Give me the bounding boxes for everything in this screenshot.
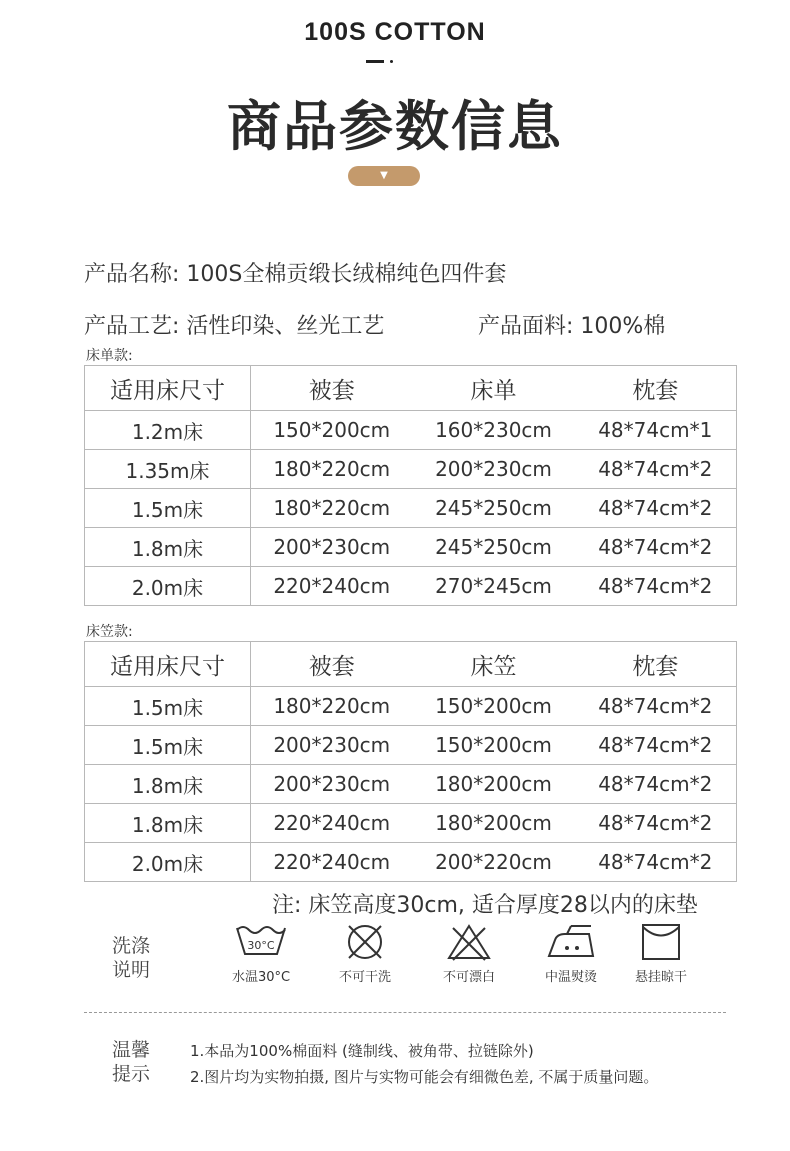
cell-duvet: 180*220cm: [251, 687, 413, 726]
table-row: [85, 843, 737, 882]
tip-item: 1.本品为100%棉面料 (缝制线、被角带、拉链除外): [190, 1042, 534, 1060]
cell-fitted-sheet: 150*200cm: [413, 687, 575, 726]
cell-bed-size: 1.35m床: [85, 450, 251, 489]
cell-sheet: 200*230cm: [413, 450, 575, 489]
arrow-down-pill-icon: ▼: [348, 166, 420, 186]
product-fabric: 产品面料: 100%棉: [478, 314, 666, 339]
cell-bed-size: 1.2m床: [85, 411, 251, 450]
cell-fitted-sheet: 150*200cm: [413, 726, 575, 765]
cell-duvet: 220*240cm: [251, 843, 413, 882]
care-item-no-dry-clean: [320, 922, 410, 985]
cell-pillowcase: 48*74cm*2: [575, 450, 737, 489]
cell-sheet: 270*245cm: [413, 567, 575, 606]
care-label-wash: 水温30°C: [231, 970, 291, 985]
cell-bed-size: 1.8m床: [85, 528, 251, 567]
cell-pillowcase: 48*74cm*2: [575, 804, 737, 843]
cell-fitted-sheet: 180*200cm: [413, 804, 575, 843]
header-sheet: 床单: [413, 366, 575, 411]
cell-bed-size: 1.5m床: [85, 726, 251, 765]
table-row: [85, 567, 737, 606]
header-fitted-sheet: 床笠: [413, 642, 575, 687]
title-dot: [390, 60, 393, 63]
table-header-row: [85, 642, 737, 687]
care-item-iron: [526, 922, 616, 985]
cell-pillowcase: 48*74cm*2: [575, 726, 737, 765]
cell-pillowcase: 48*74cm*2: [575, 687, 737, 726]
table-header-row: [85, 366, 737, 411]
table1-caption: 床单款:: [86, 348, 133, 364]
table-row: [85, 687, 737, 726]
cell-bed-size: 1.8m床: [85, 804, 251, 843]
tip-item: 2.图片均为实物拍摄, 图片与实物可能会有细微色差, 不属于质量问题。: [190, 1068, 659, 1086]
hang-dry-icon: [639, 922, 683, 962]
header-bed-size: 适用床尺寸: [85, 642, 251, 687]
page-title: 商品参数信息: [227, 95, 563, 158]
fitted-sheet-note: 注: 床笠高度30cm, 适合厚度28以内的床垫: [272, 893, 698, 918]
cell-duvet: 200*230cm: [251, 726, 413, 765]
care-item-hang-dry: [616, 922, 706, 985]
table-row: [85, 528, 737, 567]
table-row: [85, 726, 737, 765]
cell-fitted-sheet: 180*200cm: [413, 765, 575, 804]
header-duvet: 被套: [251, 642, 413, 687]
cell-duvet: 200*230cm: [251, 528, 413, 567]
cell-pillowcase: 48*74cm*2: [575, 567, 737, 606]
sheet-size-table: [84, 365, 737, 606]
table-row: [85, 765, 737, 804]
cell-duvet: 220*240cm: [251, 567, 413, 606]
header-duvet: 被套: [251, 366, 413, 411]
cell-sheet: 245*250cm: [413, 528, 575, 567]
cell-pillowcase: 48*74cm*2: [575, 489, 737, 528]
cell-bed-size: 2.0m床: [85, 843, 251, 882]
table-row: [85, 450, 737, 489]
care-label-iron: 中温熨烫: [544, 970, 597, 985]
care-item-wash: [216, 922, 306, 985]
care-instructions-label: 洗涤说明: [112, 935, 151, 981]
product-name: 产品名称: 100S全棉贡缎长绒棉纯色四件套: [84, 262, 507, 287]
cell-fitted-sheet: 200*220cm: [413, 843, 575, 882]
cell-pillowcase: 48*74cm*1: [575, 411, 737, 450]
care-label-no-bleach: 不可漂白: [442, 970, 495, 985]
product-craft: 产品工艺: 活性印染、丝光工艺: [84, 314, 385, 339]
no-bleach-icon: [445, 922, 493, 962]
cell-duvet: 150*200cm: [251, 411, 413, 450]
table2-caption: 床笠款:: [86, 624, 133, 640]
care-label-no-dry-clean: 不可干洗: [338, 970, 391, 985]
cell-sheet: 245*250cm: [413, 489, 575, 528]
section-divider: [84, 1012, 726, 1013]
cell-sheet: 160*230cm: [413, 411, 575, 450]
tips-label: 温馨提示: [112, 1039, 151, 1085]
cell-duvet: 200*230cm: [251, 765, 413, 804]
header-bed-size: 适用床尺寸: [85, 366, 251, 411]
header-pillowcase: 枕套: [575, 366, 737, 411]
table-row: [85, 804, 737, 843]
wash-temp-text: 30°C: [247, 939, 275, 952]
cell-duvet: 180*220cm: [251, 450, 413, 489]
cell-bed-size: 1.5m床: [85, 489, 251, 528]
cell-pillowcase: 48*74cm*2: [575, 528, 737, 567]
title-dash: [366, 60, 384, 63]
table-row: [85, 411, 737, 450]
cell-bed-size: 2.0m床: [85, 567, 251, 606]
table-row: [85, 489, 737, 528]
cell-pillowcase: 48*74cm*2: [575, 843, 737, 882]
fitted-sheet-size-table: [84, 641, 737, 882]
care-label-hang-dry: 悬挂晾干: [634, 970, 687, 985]
cell-bed-size: 1.5m床: [85, 687, 251, 726]
care-item-no-bleach: [424, 922, 514, 985]
brand-title: 100S COTTON: [304, 18, 486, 46]
medium-iron-icon: [545, 922, 597, 962]
cell-bed-size: 1.8m床: [85, 765, 251, 804]
no-dry-clean-icon: [343, 922, 387, 962]
cell-duvet: 180*220cm: [251, 489, 413, 528]
header-pillowcase: 枕套: [575, 642, 737, 687]
wash-30-icon: [233, 922, 289, 962]
cell-pillowcase: 48*74cm*2: [575, 765, 737, 804]
cell-duvet: 220*240cm: [251, 804, 413, 843]
